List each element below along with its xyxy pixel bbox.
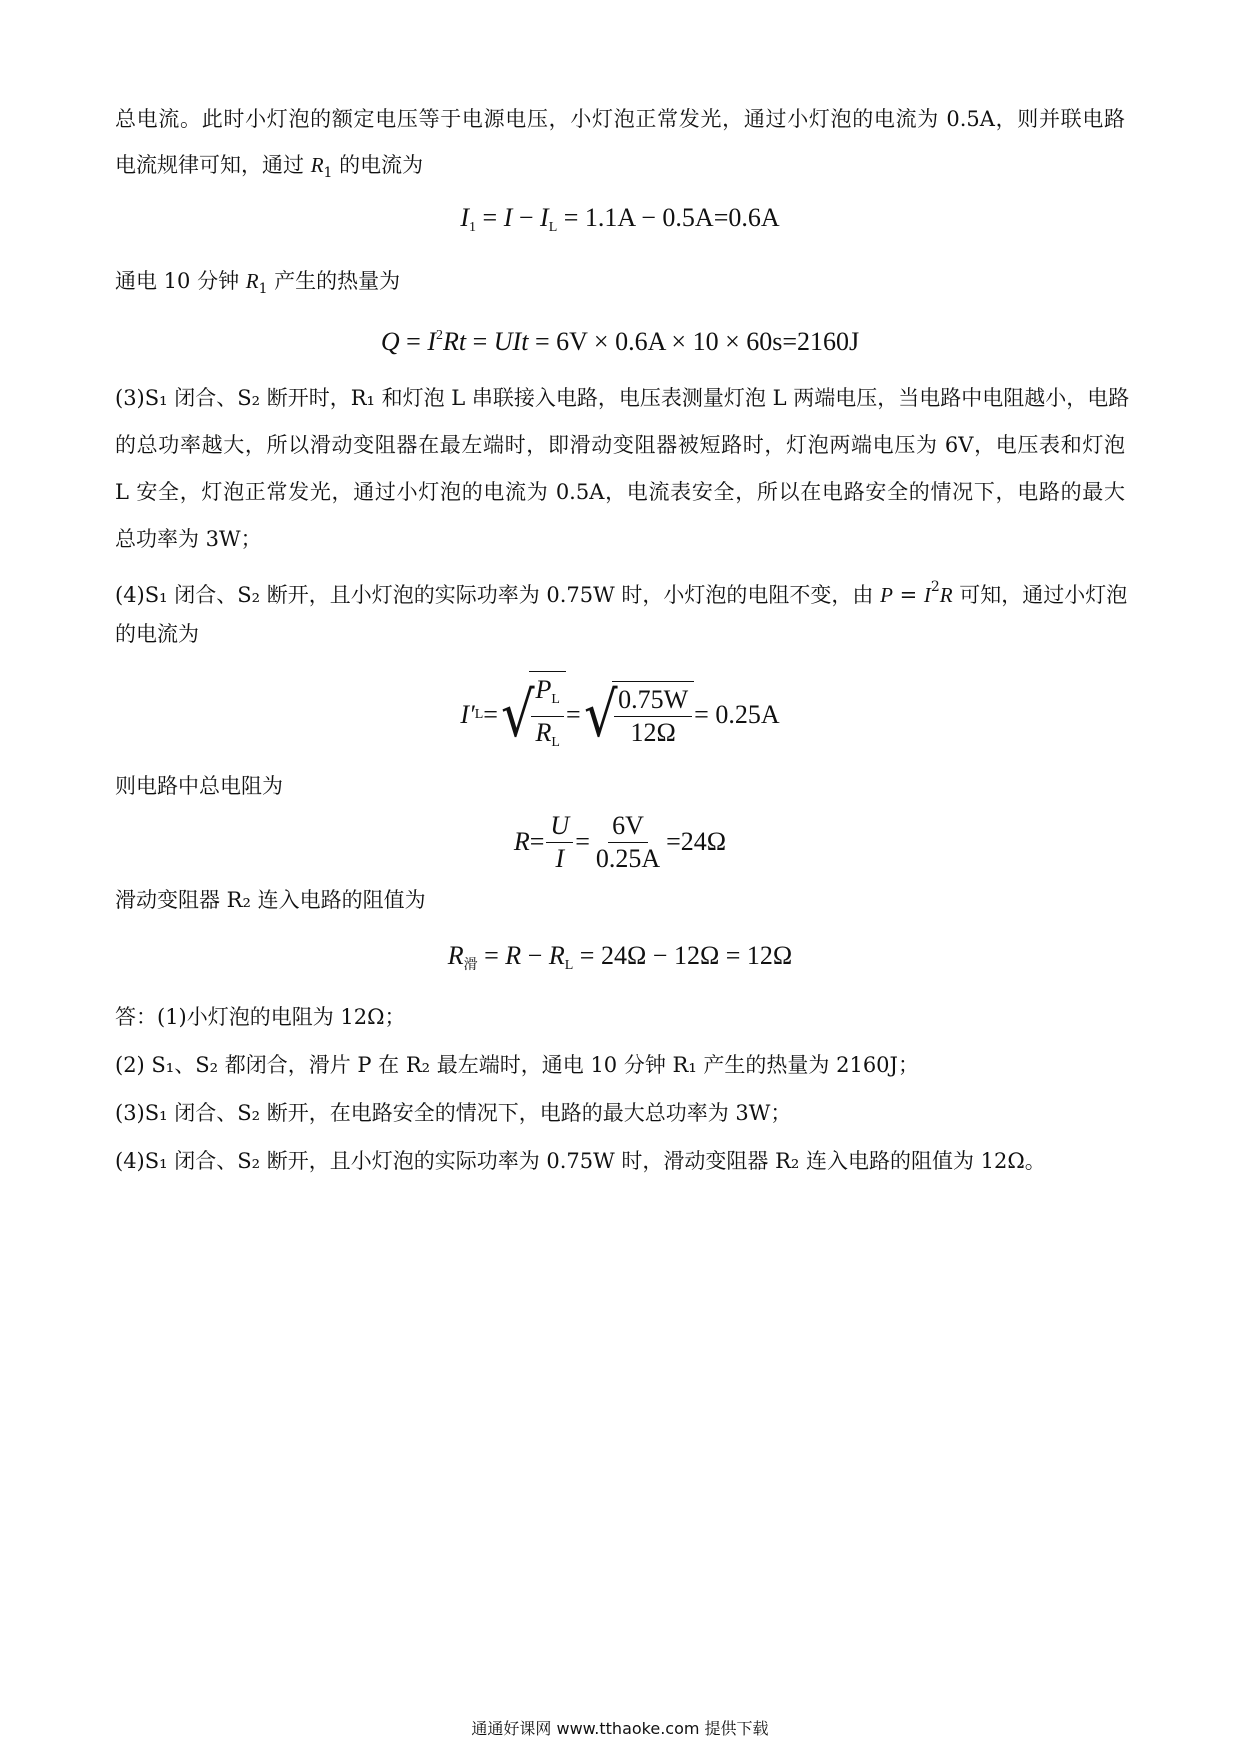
paragraph-line: [115, 266, 1125, 304]
symbol: I: [923, 583, 931, 607]
text: (4)S₁ 闭合、S₂ 断开，且小灯泡的实际功率为 0.75W 时，滑动变阻器 R₂ 连入电路的阻值为 12Ω。: [115, 1149, 1046, 1173]
radical-sign: √: [500, 678, 535, 751]
paragraph-line: [115, 771, 1125, 801]
paragraph-line: [115, 150, 1125, 188]
equation-current-r1: $I_1 = I - I_L = 1.1A - 0.5A=0.6A$: [460, 203, 780, 235]
answer-line: [115, 1146, 1125, 1176]
symbol: P: [880, 583, 893, 607]
subscript: 1: [258, 281, 268, 297]
subscript: 1: [323, 165, 333, 181]
paragraph-line: [115, 572, 1128, 610]
radical-sign: √: [583, 678, 618, 751]
text: 的电流为: [115, 622, 199, 646]
symbol-r1: R: [245, 269, 259, 293]
text: (3)S₁ 闭合、S₂ 断开，在电路安全的情况下，电路的最大总功率为 3W；: [115, 1101, 792, 1125]
paragraph-line: [115, 619, 1125, 649]
text: (3)S₁ 闭合、S₂ 断开时，R₁ 和灯泡 L 串联接入电路，电压表测量灯泡 L 两端电压，当电路中电阻越小，电路: [115, 386, 1130, 410]
equation-total-resistance: R = $\frac{U}{I}$ = $\frac{6V}{0.25A}$ =24Ω: [513, 810, 727, 873]
text: 总电流。此时小灯泡的额定电压等于电源电压，小灯泡正常发光，通过小灯泡的电流为 0.5A，则并联电路: [115, 107, 1125, 131]
text: 电流规律可知，通过: [115, 153, 311, 177]
symbol: R: [939, 583, 953, 607]
text: 总功率为 3W；: [115, 527, 262, 551]
symbol: =: [892, 583, 924, 607]
text: (2) S₁、S₂ 都闭合，滑片 P 在 R₂ 最左端时，通电 10 分钟 R₁ 产生的热量为 2160J；: [115, 1053, 919, 1077]
text: 产生的热量为: [267, 269, 401, 293]
equation-rheostat: $R_滑 = R - R_L = 24\Omega - 12\Omega = 12\Omega$: [447, 941, 793, 973]
superscript: 2: [930, 579, 940, 595]
equation-current-actual: I′ L = √ $\frac{P_L}{R_L}$ = √ $\frac{0.75W}{12\Omega}$ = 0.25A: [0, 675, 1240, 755]
radicand: $\frac{0.75W}{12\Omega}$: [612, 681, 694, 749]
text: 则电路中总电阻为: [115, 774, 283, 798]
text: (4)S₁ 闭合、S₂ 断开，且小灯泡的实际功率为 0.75W 时，小灯泡的电阻不变，由: [115, 583, 881, 607]
answer-line: [115, 1002, 1125, 1032]
paragraph-line: [115, 885, 1125, 915]
paragraph-line: [115, 430, 1125, 460]
symbol-r1: R: [310, 153, 324, 177]
footer-credit: 通通好课网 www.tthaoke.com 提供下载: [471, 1719, 769, 1738]
answer-line: [115, 1098, 1125, 1128]
radicand: $\frac{P_L}{R_L}$: [529, 671, 565, 759]
text: L 安全，灯泡正常发光，通过小灯泡的电流为 0.5A，电流表安全，所以在电路安全的情况下，电路的最大: [115, 480, 1125, 504]
paragraph-line: [115, 383, 1130, 413]
text: 通电 10 分钟: [115, 269, 246, 293]
text: 答：(1)小灯泡的电阻为 12Ω；: [115, 1005, 406, 1029]
text: 的总功率越大，所以滑动变阻器在最左端时，即滑动变阻器被短路时，灯泡两端电压为 6V，电压表和灯泡: [115, 433, 1125, 457]
text: 的电流为: [332, 153, 424, 177]
text: 滑动变阻器 R₂ 连入电路的阻值为: [115, 888, 426, 912]
paragraph-line: [115, 477, 1125, 507]
equation-heat: $Q = I^2Rt$ = UIt = 6V × 0.6A × 10 × 60s=2160J: [380, 327, 860, 356]
answer-line: [115, 1050, 1125, 1080]
paragraph-line: [115, 104, 1125, 134]
paragraph-line: [115, 524, 1125, 554]
text: 可知，通过小灯泡: [952, 583, 1128, 607]
